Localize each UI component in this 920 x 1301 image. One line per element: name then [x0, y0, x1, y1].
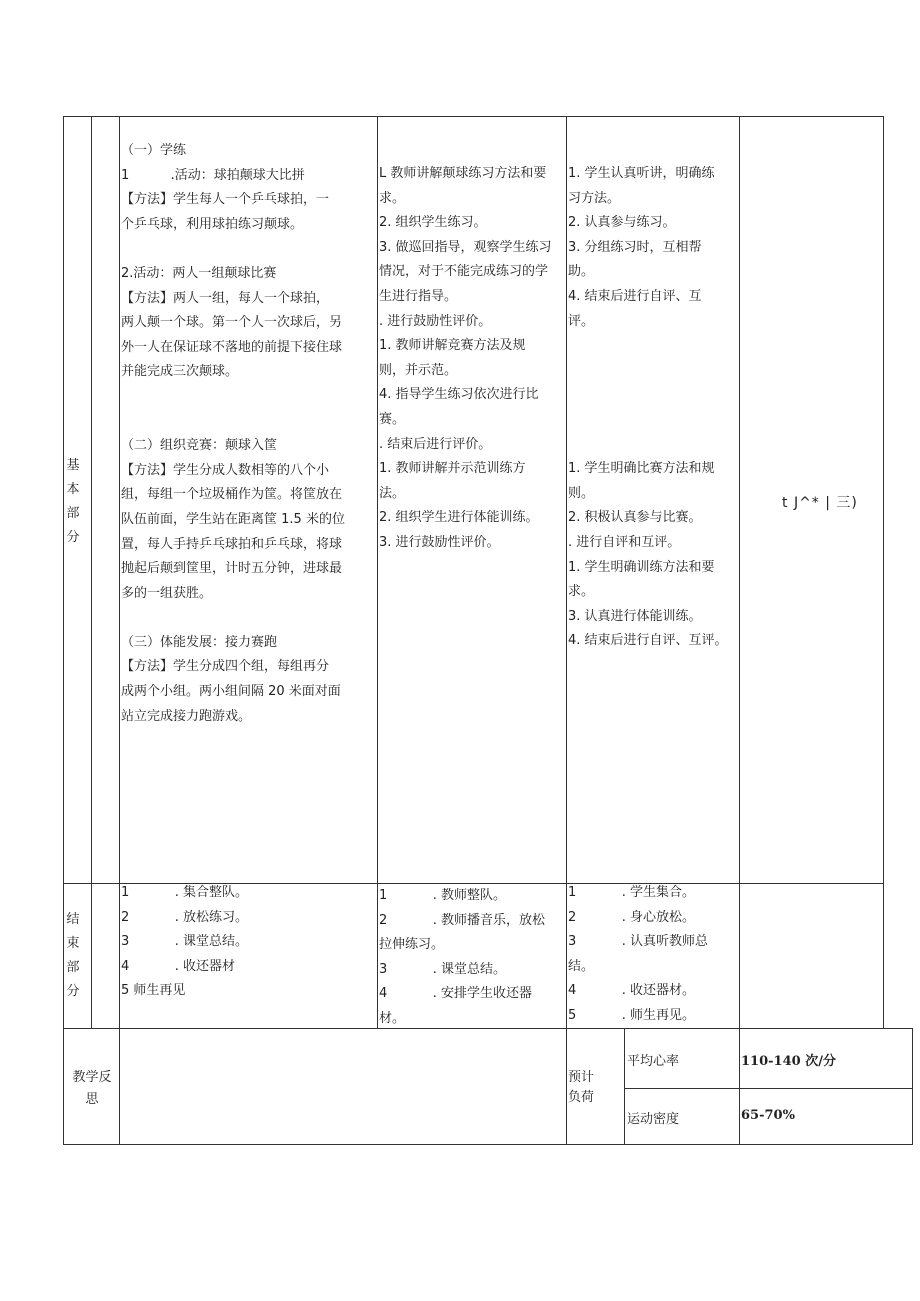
- student-activity-line: 4. 结束后进行自评、互: [568, 288, 702, 304]
- student-activity-line: 2. 认真参与练习。: [568, 215, 676, 231]
- student-activity-line: 5 . 师生再见。: [568, 1007, 695, 1023]
- content-line: 2 . 放松练习。: [121, 909, 248, 925]
- content-line: 3 . 课堂总结。: [121, 934, 248, 950]
- content-line: 1 . 集合整队。: [121, 885, 248, 900]
- teacher-activity-line: 3. 进行鼓励性评价。: [379, 534, 500, 550]
- col-border-left: [63, 116, 64, 1145]
- content-line: [121, 606, 377, 631]
- content-line: 4 . 收还器材: [121, 958, 235, 974]
- content-line: 个乒乓球，利用球拍练习颠球。: [121, 216, 304, 232]
- end-content-column: [121, 881, 377, 1004]
- teacher-activity-line: 1. 教师讲解竞赛方法及规: [379, 338, 526, 354]
- teacher-activity-line: 赛。: [379, 411, 406, 427]
- content-line: 两人颠一个球。第一个人一次球后，另: [121, 315, 343, 331]
- student-activity-line: 3 . 认真听教师总: [568, 934, 708, 950]
- content-line: 2.活动：两人一组颠球比赛: [121, 265, 277, 281]
- student-activity-line: 习方法。: [568, 190, 621, 206]
- organization-cell: t J^* | 三): [782, 495, 858, 511]
- student-activity-line: 1. 学生明确比赛方法和规: [568, 461, 715, 477]
- teacher-activity-line: 则，并示范。: [379, 362, 458, 378]
- col-border-c: [377, 116, 378, 1029]
- student-activity-line: . 进行自评和互评。: [568, 534, 681, 550]
- load-label: 预计负荷: [568, 1070, 595, 1105]
- teacher-activity-line: 2 . 教师播音乐，放松: [379, 912, 545, 928]
- heart-rate-label: 平均心率: [627, 1054, 680, 1069]
- teacher-activity-line: 4 . 安排学生收还器: [379, 986, 532, 1002]
- content-line: 抛起后颠到筐里，计时五分钟，进球最: [121, 561, 343, 577]
- load-label-border: [624, 1028, 625, 1145]
- student-activity-line: 助。: [568, 264, 595, 280]
- table-bottom-border: [63, 1144, 913, 1145]
- teacher-activity-line: 拉伸练习。: [379, 937, 445, 953]
- content-line: 成两个小组。两小组间隔 20 米面对面: [121, 684, 341, 700]
- density-label: 运动密度: [627, 1112, 680, 1127]
- teacher-activity-line: 情况，对于不能完成练习的学: [379, 264, 549, 280]
- student-activity-line: [568, 433, 738, 458]
- teacher-activity-line: . 结束后进行评价。: [379, 436, 492, 452]
- table-top-border: [63, 116, 884, 117]
- content-line: 5 师生再见: [121, 983, 186, 999]
- content-line: [121, 410, 377, 435]
- student-activity-line: 2. 积极认真参与比赛。: [568, 510, 702, 526]
- student-activity-line: 1. 学生认真听讲，明确练: [568, 166, 715, 181]
- teacher-activity-line: L 教师讲解颠球练习方法和要: [379, 166, 547, 181]
- end-teacher-column: [379, 884, 565, 1032]
- student-activity-line: 3. 认真进行体能训练。: [568, 608, 702, 624]
- col-border-f: [883, 116, 884, 1029]
- basic-student-column: [568, 162, 738, 654]
- content-line: 站立完成接力跑游戏。: [121, 708, 252, 724]
- basic-content-column: [121, 139, 377, 729]
- teacher-activity-line: 1. 教师讲解并示范训练方: [379, 461, 526, 477]
- student-activity-line: 4 . 收还器材。: [568, 983, 695, 999]
- teacher-activity-line: 3. 做巡回指导，观察学生练习: [379, 239, 552, 255]
- content-line: 并能完成三次颠球。: [121, 364, 239, 380]
- col-border-d: [566, 116, 567, 1145]
- student-activity-line: 2 . 身心放松。: [568, 909, 695, 925]
- student-activity-line: 1. 学生明确训练方法和要: [568, 559, 715, 575]
- heart-rate-value: 110-140 次/分: [741, 1054, 836, 1069]
- teacher-activity-line: 求。: [379, 190, 406, 206]
- student-activity-line: 4. 结束后进行自评、互评。: [568, 633, 728, 649]
- teacher-activity-line: 生进行指导。: [379, 288, 458, 304]
- content-line: 【方法】两人一组，每人一个球拍，: [121, 290, 330, 306]
- student-activity-line: [568, 359, 738, 384]
- col-border-b: [119, 116, 120, 1145]
- content-line: 【方法】学生分成人数相等的八个小: [121, 462, 330, 478]
- end-student-column: [568, 881, 738, 1029]
- content-line: 1 .活动：球拍颠球大比拼: [121, 167, 305, 183]
- teacher-activity-line: . 进行鼓励性评价。: [379, 313, 492, 329]
- content-line: [121, 237, 377, 262]
- student-activity-line: [568, 408, 738, 433]
- student-activity-line: [568, 383, 738, 408]
- basic-teacher-column: [379, 162, 565, 556]
- content-line: 外一人在保证球不落地的前提下接住球: [121, 339, 343, 355]
- content-line: 【方法】学生每人一个乒乓球拍，一: [121, 192, 330, 208]
- teacher-activity-line: 3 . 课堂总结。: [379, 961, 506, 977]
- teacher-activity-line: 材。: [379, 1010, 406, 1026]
- content-line: 多的一组获胜。: [121, 585, 213, 601]
- student-activity-line: 求。: [568, 584, 595, 600]
- content-line: 置，每人手持乒乓球拍和乒乓球，将球: [121, 536, 343, 552]
- teacher-activity-line: 法。: [379, 485, 406, 501]
- student-activity-line: [568, 334, 738, 359]
- student-activity-line: 3. 分组练习时，互相帮: [568, 239, 702, 255]
- teacher-activity-line: 1 . 教师整队。: [379, 888, 506, 903]
- student-activity-line: 1 . 学生集合。: [568, 885, 695, 900]
- col-border-e: [739, 116, 740, 1145]
- content-line: （一）学练: [121, 143, 187, 158]
- student-activity-line: 则。: [568, 485, 595, 501]
- teacher-activity-line: 2. 组织学生进行体能训练。: [379, 510, 539, 526]
- content-line: 【方法】学生分成四个组，每组再分: [121, 659, 330, 675]
- student-activity-line: 结。: [568, 958, 595, 974]
- density-value: 65-70%: [741, 1108, 795, 1123]
- content-line: 队伍前面，学生站在距离筐 1.5 米的位: [121, 511, 345, 527]
- col-border-a: [91, 116, 92, 1029]
- reflection-label: 教学反思: [72, 1070, 112, 1107]
- teacher-activity-line: 4. 指导学生练习依次进行比: [379, 387, 539, 403]
- section-label-end: 结束部分: [66, 912, 80, 999]
- teacher-activity-line: 2. 组织学生练习。: [379, 215, 487, 231]
- content-line: 组，每组一个垃圾桶作为筐。将筐放在: [121, 487, 343, 503]
- content-line: （三）体能发展：接力赛跑: [121, 634, 278, 650]
- table-border-right: [912, 1028, 913, 1145]
- content-line: [121, 385, 377, 410]
- section-label-basic: 基本部分: [66, 458, 80, 545]
- load-divider: [624, 1088, 913, 1089]
- student-activity-line: 评。: [568, 313, 595, 329]
- content-line: （二）组织竞赛：颠球入筐: [121, 438, 278, 454]
